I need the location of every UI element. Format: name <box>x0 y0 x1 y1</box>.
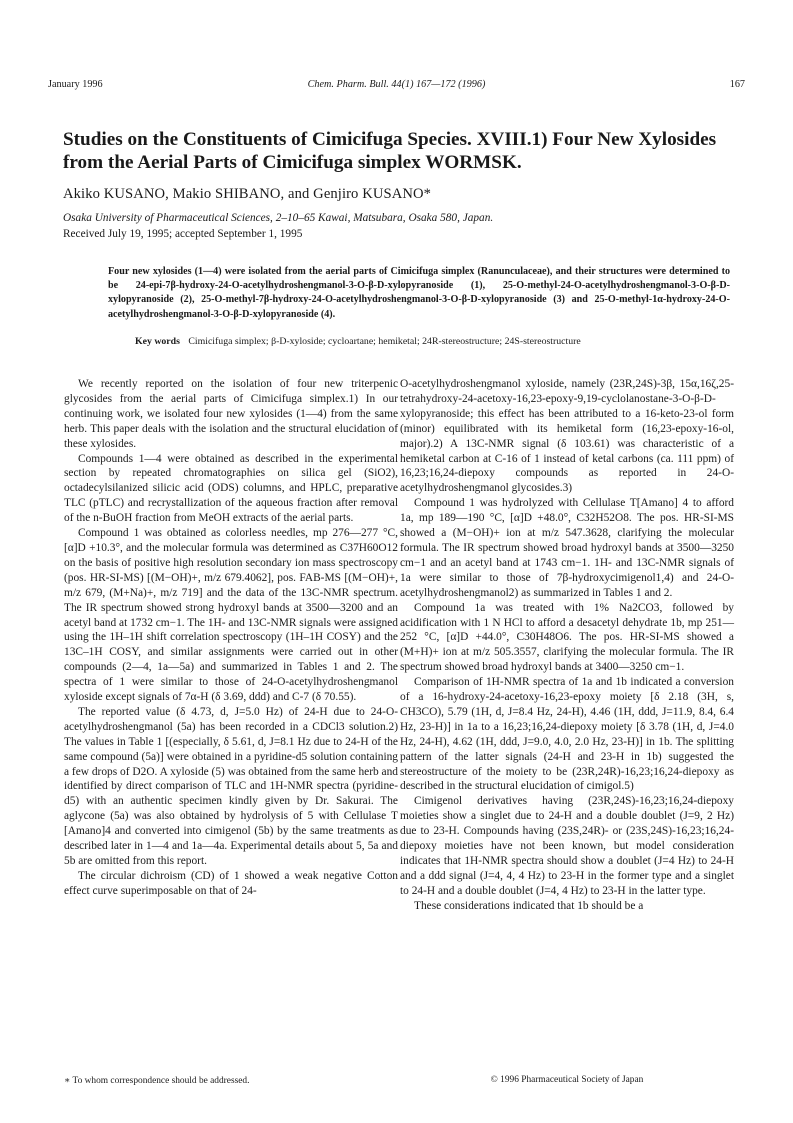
paragraph: We recently reported on the isolation of four new triterpenic glycosides from the aerial parts of Cimicifuga simplex.1) In our continuing work, we isolated four new xylosides (1—4) from the same herb. This paper deals with the isolation and the structural elucidation of these xylosides. <box>64 378 398 450</box>
page-number: 167 <box>729 79 745 90</box>
keywords <box>135 336 581 347</box>
paragraph: Compound 1a was treated with 1% Na2CO3, followed by acidification with 1 N HCl to afford a desacetyl dehydrate 1b, mp 251—252 °C, [α]D +44.0°, C30H48O6. The pos. HR-SI-MS showed a (M+H)+ ion at m/z 505.3557, clarifying the molecular formula. The IR spectrum showed broad hydroxyl bands at 3400—3250 cm−1. <box>400 601 734 674</box>
running-header <box>48 79 745 93</box>
paragraph: Compound 1 was hydrolyzed with Cellulase T[Amano] 4 to afford 1a, mp 189—190 °C, [α]D +48.0°, C32H52O8. The pos. HR-SI-MS showed a (M−OH)+ ion at m/z 547.3628, clarifying the molecular formula. The IR spectrum showed broad hydroxyl bands at 3500—3250 cm−1 and an acetyl band at 1743 cm−1. 1H- and 13C-NMR signals of 1a were similar to those of 7β-hydroxycimigenol1,4) and 24-O-acetylhydroshengmanol2) as summarized in Tables 1 and 2. <box>400 497 734 599</box>
copyright-notice: © 1996 Pharmaceutical Society of Japan <box>490 1075 644 1085</box>
body-left-column <box>64 377 398 899</box>
received-dates: Received July 19, 1995; accepted September 1, 1995 <box>63 228 303 240</box>
paragraph: The circular dichroism (CD) of 1 showed a weak negative Cotton effect curve superimposable on that of 24- <box>64 869 398 897</box>
article-title: Studies on the Constituents of Cimicifuga Species. XVIII.1) Four New Xylosides from the Aerial Parts of Cimicifuga simplex WORMSK. <box>63 129 717 173</box>
keywords-text: Cimicifuga simplex; β-D-xyloside; cycloartane; hemiketal; 24R-stereostructure; 24S-stereostructure <box>188 336 581 347</box>
paragraph: Compound 1 was obtained as colorless needles, mp 276—277 °C, [α]D +10.3°, and the molecular formula was determined as C37H60O12 on the basis of positive high resolution secondary ion mass spectroscopy (pos. HR-SI-MS) [(M−OH)+, m/z 679.4062], pos. FAB-MS [(M−OH)+, m/z 679, (M+Na)+, m/z 719] and the data of the 13C-NMR spectrum. The IR spectrum showed strong hydroxyl bands at 3500—3200 and an acetyl band at 1732 cm−1. The 1H- and 13C-NMR signals were assigned using the 1H–1H shift correlation spectroscopy (1H–1H COSY) and the 13C–1H COSY, and similar assignments were carried out in other compounds (2—4, 1a—5a) and summarized in Tables 1 and 2. The spectra of 1 were similar to those of 24-O-acetylhydroshengmanol xyloside except signals of 7α-H (δ 3.69, ddd) and C-7 (δ 70.55). <box>64 527 398 704</box>
paragraph: O-acetylhydroshengmanol xyloside, namely (23R,24S)-3β, 15α,16ζ,25-tetrahydroxy-24-acetoxy-16,23-epoxy-9,19-cyclolanostane-3-O-β-D-xylopyranoside; this effect has been attributed to a 16-keto-23-ol form (minor) equilibrated with its hemiketal form (16,23-epoxy-16-ol, major).2) A 13C-NMR signal (δ 103.61) was characteristic of a hemiketal carbon at C-16 of 1 instead of ketal carbons (ca. 111 ppm) of 16,23;16,24-diepoxy compounds as reported in 24-O-acetylhydroshengmanol glycosides.3) <box>400 378 734 495</box>
paragraph: Comparison of 1H-NMR spectra of 1a and 1b indicated a conversion of a 16-hydroxy-24-acetoxy-16,23-epoxy moiety [δ 2.18 (3H, s, CH3CO), 5.79 (1H, d, J=8.4 Hz, 24-H), 4.46 (1H, ddd, J=11.9, 8.4, 6.4 Hz, 23-H)] in 1a to a 16,23;16,24-diepoxy moiety [δ 3.78 (1H, d, J=4.0 Hz, 24-H), 4.62 (1H, ddd, J=9.0, 4.0, 2.0 Hz, 23-H)] in 1b. The splitting pattern of the latter signals (24-H and 23-H in 1b) suggested the stereostructure of the moiety to be (23R,24R)-16,23;16,24-diepoxy as described in the structural elucidation of cimigol.5) <box>400 676 734 793</box>
journal-citation: Chem. Pharm. Bull. 44(1) 167—172 (1996) <box>307 79 486 90</box>
author-list: Akiko KUSANO, Makio SHIBANO, and Genjiro KUSANO* <box>63 186 432 202</box>
correspondence-footnote: ∗ To whom correspondence should be addressed. <box>64 1076 250 1086</box>
paragraph: These considerations indicated that 1b should be a <box>414 899 644 912</box>
paragraph: The reported value (δ 4.73, d, J=5.0 Hz) of 24-H due to 24-O-acetylhydroshengmanol (5a) has been recorded in a CDCl3 solution.2) The values in Table 1 [(especially, δ 5.61, d, J=8.1 Hz due to 24-H of the same compound (5a)] were obtained in a pyridine-d5 solution containing a few drops of D2O. A xyloside (5) was obtained from the same herb and identified by direct comparison of TLC and 1H-NMR spectra (pyridine-d5) with an authentic specimen kindly given by Dr. Sakurai. The aglycone (5a) was also obtained by hydrolysis of 5 with Cellulase T [Amano]4 and converted into cimigenol (5b) by the same treatments as described later in 1—4 and 1a—4a. Experimental details about 5, 5a and 5b are omitted from this report. <box>64 705 398 867</box>
paragraph: Compounds 1—4 were obtained as described in the experimental section by repeated chromatographies on silica gel (SiO2), octadecylsilanized silicic acid (ODS) columns, and HPLC, preparative TLC (pTLC) and recrystallization of the aqueous fraction after removal of the n-BuOH fraction from MeOH extracts of the aerial parts. <box>64 452 398 525</box>
paragraph: Cimigenol derivatives having (23R,24S)-16,23;16,24-diepoxy moieties show a singlet due to 24-H and a double doublet (J=9, 2 Hz) due to 23-H. Compounds having (23S,24R)- or (23S,24S)-16,23;16,24-diepoxy moieties have not been known, but model consideration indicates that 1H-NMR spectra should show a doublet (J=4 Hz) to 24-H and a ddd signal (J=4, 4, 4 Hz) to 23-H in the former type and a singlet to 24-H and a double doublet (J=4, 4 Hz) to 23-H in the latter type. <box>400 795 734 897</box>
issue-date: January 1996 <box>48 79 103 90</box>
abstract: Four new xylosides (1—4) were isolated from the aerial parts of Cimicifuga simplex (Ranunculaceae), and their structures were determined to be 24-epi-7β-hydroxy-24-O-acetylhydroshengmanol-3-O-β-D-xylopyranoside (1), 25-O-methyl-24-O-acetylhydroshengmanol-3-O-β-D-xylopyranoside (2), 25-O-methyl-7β-hydroxy-24-O-acetylhydroshengmanol-3-O-β-D-xylopyranoside (3) and 25-O-methyl-1α-hydroxy-24-O-acetylhydroshengmanol-3-O-β-D-xylopyranoside (4). <box>108 266 730 320</box>
affiliation: Osaka University of Pharmaceutical Sciences, 2–10–65 Kawai, Matsubara, Osaka 580, Japan. <box>63 212 494 224</box>
body-right-column <box>400 377 734 914</box>
keywords-label: Key words <box>135 336 180 347</box>
